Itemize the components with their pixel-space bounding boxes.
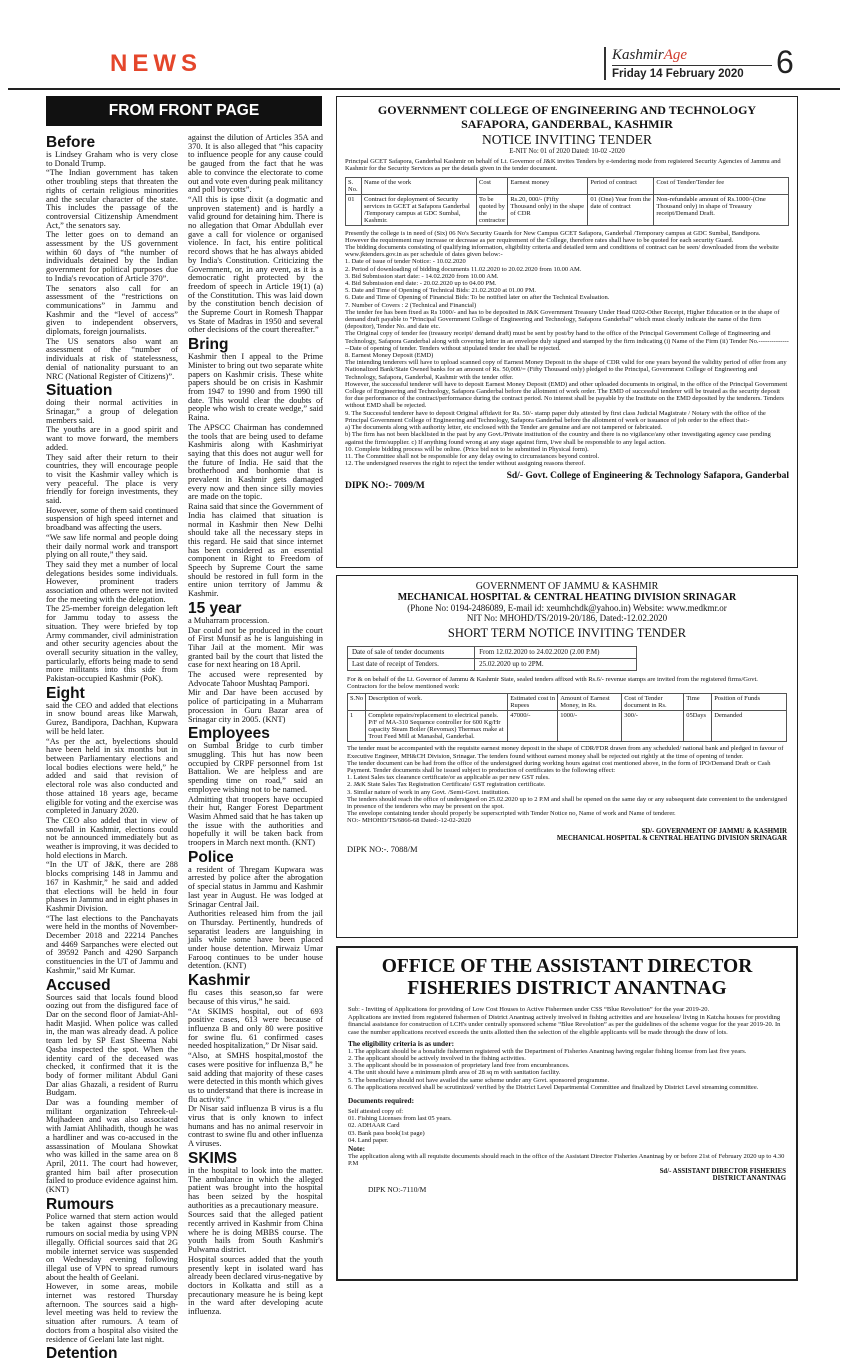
table-cell: Non-refundable amount of Rs.1000/-(One Thousand only) in shape of Treasury receipt/Demand Draft. xyxy=(654,194,789,225)
page-header xyxy=(0,0,848,88)
ad3-subject: Sub: - Inviting of Applications for providing of Low Cost Houses to Active Fishermen under CSS “Blue Revolution” for the year 2019-20. xyxy=(348,1006,710,1013)
story-headline: 15 year xyxy=(188,599,242,617)
story-paragraph: The US senators also want an assessment of the “number of individuals at risk of statelessness, denial of nationality pursuant to an NRC (National Register of Citizens)”. xyxy=(46,336,178,381)
table-cell: Date of sale of tender documents xyxy=(348,647,475,659)
story-headline: Rumours xyxy=(46,1195,115,1213)
text-line: The intending tenderers will have to upload scanned copy of Earnest Money Deposit in the shape of CDR valid for one years beyond the validity period of offer from any Nationalized Bank/State Owned banks for an amount of Rs. 50,000/= (Fifty Thousand only) pledged to the Principal, Government College of Engineering and Technology, Safapora, Ganderbal, Kashmir with the tender offer. xyxy=(345,359,787,381)
story-paragraph: Dar was a founding member of militant organization Tehreek-ul-Mujhadeen and was also associated with Jamiat Ahlihadith, though he was a hardliner and was co-accused in the assassination of Moulana Showkat who was killed in the same area on 8 April, 2011. The court had however, granted him bail after prosecution failed to produce evidence against him. (KNT) xyxy=(46,1098,178,1195)
ad3-documents-heading: Documents required: xyxy=(348,1096,415,1106)
table-cell: Demanded xyxy=(712,711,787,742)
table-cell: Estimated cost in Rupees xyxy=(508,694,558,711)
text-line: 3. Similar nature of work in any Govt. /Semi-Govt. institution. xyxy=(347,788,510,796)
table-cell: 01 xyxy=(346,194,362,225)
story-paragraph: The accused were represented by Advocate Tahoor Mushtaq Pampori. xyxy=(188,670,323,688)
table-cell: To be quoted by the contractor xyxy=(477,194,508,225)
text-line: The bidding documents consisting of qualifying information, eligibility criteria and detailed term and conditions of contract can be seen/ downloaded from the website www.jktenders.gov.in as per schedule of dates given below:- xyxy=(345,244,779,259)
text-line: 5. Date and Time of Opening of Technical Bids: 21.02.2020 at 01.00 PM. xyxy=(345,287,536,295)
table-cell: 05Days xyxy=(684,711,712,742)
ad2-intro: For & on behalf of the Lt. Governor of Jammu & Kashmir State, sealed tenders affixed with Rs.6/- revenue stamps are invited from the registered firms/Govt. Contractors for the below mentioned work: xyxy=(347,676,758,691)
story-paragraph: Dr Nisar said influenza B virus is a flu virus that is only known to infect humans and has no animal reservoir in contrast to swine flu and other influenza A viruses. xyxy=(188,1104,323,1149)
story-paragraph: The senators also call for an assessment of the “restrictions on communications” in Jammu and Kashmir and the “level of access” given to independent observers, diplomats, foreign journalists. xyxy=(46,283,178,337)
table-cell: Cost of Tender/Tender fee xyxy=(654,177,789,194)
text-line: 12. The undersigned reserves the right to reject the tender without assigning reasons thereof. xyxy=(345,460,586,468)
from-front-page-banner: FROM FRONT PAGE xyxy=(46,96,322,126)
table-cell: 300/- xyxy=(622,711,684,742)
text-line: 7. Number of Covers : 2 (Technical and Financial) xyxy=(345,301,477,309)
story-paragraph: The APSCC Chairman has condemned the tools that are being used to defame Kashmiris along with Kashmiriyat saying that this does not augur well for the future of India. He said that the brotherhood and bonhomie that is prevalent in Kashmir gets damaged every now and then since silly movies are made on the topic. xyxy=(188,422,323,502)
ad1-intro: Principal GCET Safapora, Ganderbal Kashmir on behalf of Lt. Governor of J&K invites Tenders by e-tendering mode from registered Security Agencies of Jammu and Kashmir for the Security Services as per the details given in the tender document. xyxy=(345,158,781,173)
ad2-contact: (Phone No: 0194-2486089, E-mail id: xeumhchdk@yahoo.in) Website: www.medkmr.or xyxy=(407,603,727,613)
ad3-subtitle: FISHERIES DISTRICT ANANTNAG xyxy=(407,978,727,999)
story-paragraph: a Muharram procession. xyxy=(188,615,270,625)
text-line: The tender must be accompanied with the requisite earnest money deposit in the shape of CDR/FDR drawn from any scheduled/ national bank and pledged in favour of Executive Engineer, MH&CH Division, Srinagar. The tenders found without earnest money shall be rejected out rightly at the time of opening of tender. xyxy=(347,745,784,760)
ad3-eligibility-heading: The eligibility criteria is as under: xyxy=(348,1038,454,1048)
masthead xyxy=(604,47,772,80)
story-paragraph: The CEO also added that in view of snowfall in Kashmir, elections could not be announced immediately but as weather is improving, it was decided to hold elections in March. xyxy=(46,815,178,860)
story-paragraph: flu cases this season,so far were because of this virus,” he said. xyxy=(188,988,323,1006)
table-cell: 1000/- xyxy=(558,711,622,742)
table-cell: 01 (One) Year from the date of contract xyxy=(588,194,654,225)
story-headline: Situation xyxy=(46,382,113,400)
text-line: 2. The applicant should be actively involved in the fishing activities. xyxy=(348,1055,526,1063)
text-line: a) The documents along with authority letter, etc enclosed with the Tender are genuine and are not tampered or fabricated. xyxy=(345,424,663,432)
ad1-dipk: DIPK NO:- 7009/M xyxy=(345,481,425,492)
story-paragraph: “All this is ipse dixit (a dogmatic and unproven statement) and is hardly a valid ground for detaining him. There is no allegation that Omar Abdullah ever gave a call for violence or organised violence. In fact, his entire political record shows that he has always abided by India's Constitution. Criticizing the Government, or, in any event, as it is a democratic right protected by the freedom of speech in Article 19(1) (a) of the Constitution. This was laid down by the constitution bench decision of the Supreme Court in Romesh Thappar vs State of Madras in 1950 and several other decisions of the court thereafter.” xyxy=(188,194,323,335)
ad2-sign-1: SD/- GOVERNMENT OF JAMMU & KASHMIR xyxy=(641,827,787,835)
text-line: 3. Bid Submission start date: - 14.02.2020 from 10.00 AM. xyxy=(345,272,499,280)
story-paragraph: “As per the act, byelections should have been held in six months but in between Parliamentary elections and local bodies elections were held,” he added and said that revision of electoral role was also conducted and those attained 18 years age, became eligible for voting and the exercise was completed in January 2020. xyxy=(46,736,178,816)
table-cell: S.No xyxy=(348,694,366,711)
story-paragraph: Mir and Dar have been accused by police of participating in a Muharram procession in Guru Bazar area of Srinagar city in 2005. (KNT) xyxy=(188,688,323,724)
ad3-dipk: DIPK NO:-7110/M xyxy=(368,1185,427,1195)
story-headline: Before xyxy=(46,134,96,151)
text-line: b) The firm has not been blacklisted in the past by any Govt./Private institution of the country and there is no vigilance/any other investigating agency case pending against the firm/supplier. c) If anything found wrong at any stage against firm, I/we shall be responsible to any legal action. xyxy=(345,431,771,446)
story-paragraph: Raina said that since the Government of India has claimed that situation is normal in Kashmir then New Delhi should take all the necessary steps in this regard. He said that since internet has been considered as an essential component in Right to Freedom of Speech by Supreme Court the same should be restored in full form in the entire union territory of Jammu & Kashmir. xyxy=(188,502,323,599)
story-paragraph: “At SKIMS hospital, out of 693 positive cases, 613 were because of influenza B and only 80 were positive for swine flu. 61 confirmed cases needed hospitalization,” Dr Nisar said. xyxy=(188,1006,323,1051)
text-line: However the requirement may increase or decrease as per requirement of the College, therefore rates shall have to be quoted for each security Guard. xyxy=(345,236,734,244)
table-cell: Earnest money xyxy=(508,177,588,194)
table-cell: Contract for deployment of Security services in GCET at Safapora Ganderbal /Temporary campus at GDC Sumbal, Kashmir. xyxy=(362,194,477,225)
story-paragraph: Hospital sources added that the youth presently kept in isolated ward has already been declared virus-negative by doctors in Kolkatta and still as a precautionary measure he is being kept in the ward after developing acute influenza. xyxy=(188,1254,323,1317)
ad1-enit: E-NIT No: 01 of 2020 Dated: 10-02 -2020 xyxy=(509,148,625,155)
text-line: The envelope containing tender should properly be superscripted with Tender Notice no, Name of work and Name of tenderer. xyxy=(347,810,676,818)
story-paragraph: Authorities released him from the jail on Thursday. Pertinently, hundreds of separatist leaders are languishing in jails while some have been placed under house detention. Mirwaiz Umar Farooq continues to be under house detention. (KNT) xyxy=(188,909,323,971)
text-line: However, the successful tenderer will have to deposit Earnest Money Deposit (EMD) and other uploaded documents in original, in the office of the Principal Government College of Engineering and Technology, Safapora Ganderbal before the allotment of work order. The EMD of successful tenderer will be treated as the security deposit for due performance of the contract/performance during the contract period. No interest shall be payable by the Institute on the EMD deposited by the tenderers. Tenders without EMD shall be rejected. xyxy=(345,380,788,410)
story-paragraph: “Also, at SMHS hospital,mostof the cases were positive for influenza B,” he said adding that majority of these cases were detected in this month which gives us to understand that there is increase in flu activity.” xyxy=(188,1051,323,1104)
story-headline: Eight xyxy=(46,684,85,702)
header-rule xyxy=(8,88,840,90)
story-paragraph: Admitting that troopers have occupied their hut, Ranger Forest Department Wasim Ahmed said that he has taken up the issue with the authorities and hopefully it will be taken back from troopers in March next month. (KNT) xyxy=(188,794,323,848)
text-line: 4. Bid Submission end date: - 20.02.2020 up to 04.00 PM. xyxy=(345,280,497,288)
ad3-note-heading: Note: xyxy=(348,1144,366,1154)
ad3-note: The application along with all requisite documents should reach in the office of the Assistant Director Fisheries Anantnag by or before 21st of February 2020 up to 4.30 P.M xyxy=(348,1153,785,1168)
story-paragraph: against the dilution of Articles 35A and 370. It is also alleged that “his capacity to influence people for any cause could be gauged from the fact that he was able to convince the electorate to come out and vote even during peak militancy and poll boycotts”. xyxy=(188,133,323,195)
table-cell: Last date of receipt of Tenders. xyxy=(348,659,475,671)
table-cell: Time xyxy=(684,694,712,711)
story-paragraph: a resident of Thregam Kupwara was arrested by police after the abrogation of special status in Jammu and Kashmir last year in August. He was lodged at Srinagar Central Jail. xyxy=(188,864,323,909)
text-line: NO:- MHOHD/TS/6866-68 Dated:-12-02-2020 xyxy=(347,817,471,825)
text-line: The tender document can be had from the office of the undersigned during working hours against cost mentioned above, in the form of IPO/Demand Draft or Cash Payment. Tender documents shall be issued subject to production of certificates to the following effect: xyxy=(347,759,771,775)
story-paragraph: They said after their return to their countries, they will encourage people to visit the Kashmir valley which is very peaceful. The place is very friendly for foreign investments, they said. xyxy=(46,452,178,506)
ad3-title: OFFICE OF THE ASSISTANT DIRECTOR xyxy=(381,956,753,977)
table-cell: Position of Funds xyxy=(712,694,787,711)
text-line: 03. Bank pass book(1st page) xyxy=(348,1129,425,1137)
mhchd-tender-notice xyxy=(336,575,798,938)
text-line: Presently the college is in need of (Six) 06 No's Security Guards for New Campus GCET Safapora, Ganderbal /Temporary campus at GDC Sumbal, Bandipora. xyxy=(345,229,761,237)
story-headline: Detention xyxy=(46,1345,118,1362)
story-paragraph: is Lindsey Graham who is very close to Donald Trump. xyxy=(46,150,178,168)
story-headline: Employees xyxy=(188,725,270,743)
story-paragraph: doing their normal activities in Srinagar,” a group of delegation members said. xyxy=(46,398,178,425)
text-line: 3. The applicant should be in possession of proprietary land free from encumbrances. xyxy=(348,1062,570,1070)
table-cell: S. No. xyxy=(346,177,362,194)
table-cell: From 12.02.2020 to 24.02.2020 (2.00 P.M) xyxy=(475,647,637,659)
table-cell: Rs.20, 000/- (Fifty Thousand only) in the shape of CDR xyxy=(508,194,588,225)
gcet-tender-notice xyxy=(336,96,798,568)
story-headline: SKIMS xyxy=(188,1149,238,1167)
ad2-table xyxy=(347,693,787,742)
table-cell: Cost of Tender document in Rs. xyxy=(622,694,684,711)
ad3-documents-list xyxy=(348,1115,786,1144)
section-title: NEWS xyxy=(110,50,202,77)
ad1-heading: NOTICE INVITING TENDER xyxy=(482,132,652,147)
text-line: 6. Date and Time of Opening of Financial Bids: To be notified later on after the Technical Evaluation. xyxy=(345,294,610,302)
text-line: 6. The applications received shall be scrutinized/ verified by the District Level Departmental Committee and finalized by District Level streaming committee. xyxy=(348,1083,759,1091)
text-line: 01. Fishing Licenses from last 05 years. xyxy=(348,1115,452,1123)
story-paragraph: “The Indian government has taken other troubling steps that threaten the rights of certain religious minorities and the secular character of the state. This includes the passage of the controversial Citizenship Amendment Act,” the senators say. xyxy=(46,168,178,230)
story-paragraph: The youths are in a good spirit and want to move forward, the members added. xyxy=(46,425,178,452)
story-paragraph: said the CEO and added that elections in snow bound areas like Marwah, Gurez, Bandipora, Dachhan, Kupwara will be held later. xyxy=(46,700,178,736)
table-cell: Complete repairs/replacement to electrical panels. P/F of MA-310 Sequence controller for 600 Kg/Hr capacity Steam Boiler (Revomax) Thermax make at Trout Feed Mill at Manasbal, Ganderbal. xyxy=(366,711,508,742)
table-cell: Amount of Earnest Money, in Rs. xyxy=(558,694,622,711)
ad1-title: GOVERNMENT COLLEGE OF ENGINEERING AND TECHNOLOGY xyxy=(377,103,757,117)
fisheries-notice xyxy=(336,946,798,1281)
ad2-body xyxy=(347,745,787,824)
story-paragraph: The letter goes on to demand an assessment by the US government within 60 days of “the number of individuals detained by the Indian government for political purposes due to India's revocation of Article 370”. xyxy=(46,230,178,283)
text-line: 1. The applicant should be a bonafide fishermen registered with the Department of Fisheries Anantnag having regular fishing license from last five years. xyxy=(348,1047,747,1055)
ad2-dipk: DIPK NO:-. 7088/M xyxy=(347,843,418,854)
text-line: 5. The beneficiary should not have availed the same scheme under any Govt. sponsored programme. xyxy=(348,1076,610,1084)
story-paragraph: Kashmir then I appeal to the Prime Minister to bring out two separate white papers on Kashmir crisis. These white papers should be on crisis in Kashmir from 1947 to 1990 and from 1990 till date. This would clear the doubts of people who wish to create wedge,” said Raina. xyxy=(188,352,323,423)
table-cell: Name of the work xyxy=(362,177,477,194)
text-line: 2. Period of downloading of bidding documents 11.02.2020 to 20.02.2020 from 10.00 AM. xyxy=(345,265,582,273)
text-line: 11. The Committee shall not be responsible for any delay owing to circumstances beyond control. xyxy=(345,452,600,460)
ad3-sign-2: DISTRICT ANANTNAG xyxy=(712,1175,786,1183)
story-paragraph: However, some of them said continued suspension of high speed internet and broadband was affecting the users. xyxy=(46,505,178,533)
text-line: 8. Earnest Money Deposit (EMD) xyxy=(345,352,434,360)
text-line: 4. The unit should have a minimum plinth area of 28 sq m with sanitation facility. xyxy=(348,1069,561,1077)
text-line: The tenders should reach the office of undersigned on 25.02.2020 up to 2 P.M and shall be opened on the same day or any subsequent date convenient to the undersigned in presence of the tenderers who may be present on the spot. xyxy=(347,795,787,811)
ad1-table xyxy=(345,177,789,226)
story-headline: Bring xyxy=(188,336,229,354)
news-column-1 xyxy=(46,134,178,1362)
story-paragraph: They said they met a number of local delegations besides some individuals. However, prominent traders association and others were not invited for the meeting with the delegation. xyxy=(46,559,178,604)
text-line: The tender fee has been fixed as Rs 1000/- and has to be deposited in J&K Government Treasury Under Head 0202-Other Receipt, Higher Education or in the shape of demand draft payable to “Principal Government College of Engineering and Technology, Safapora Ganderbal” which must clearly indicate the name of the firm (depositor), Tender No. and date etc. xyxy=(345,308,780,331)
table-cell: Period of contract xyxy=(588,177,654,194)
ad1-body xyxy=(345,230,789,468)
ad3-body: Applications are invited from registered fishermen of District Anantnag actively involved in fishing activities and are houseless/ living in Katcha houses for providing financial assistance for construction of LCH's under centrally sponsored scheme “Blue Revolution” as per the guidelines of the scheme vogue for the year 2019-20. In case the number applications received exceeds the units allotted then the selection of the eligible applicants will be made through the draw of lots. xyxy=(348,1014,781,1036)
table-cell: 1 xyxy=(348,711,366,742)
table-cell: 47000/- xyxy=(508,711,558,742)
text-line: 1. Latest Sales tax clearance certificate/or as applicable as per new GST rules. xyxy=(347,774,550,782)
text-line: The Original copy of tender fee (treasury receipt/ demand draft) must be sent by post/by hand to the office of the Principal Government College of Engineering and Technology, Safapora Ganderbal along with covering letter in an envelope duly signed and stamped by the firm indicating (i) Name of the Firm (ii) Tender No.----------------Date of opening of tender. Tenders without stipulated tender fee shall be rejected. xyxy=(345,330,789,352)
text-line: 2. J&K State Sales Tax Registration Certificate/ GST registration certificate. xyxy=(347,781,546,789)
news-column-2 xyxy=(188,133,323,1317)
table-cell: 25.02.2020 up to 2PM. xyxy=(475,659,637,671)
story-paragraph: on Sumbal Bridge to curb timber smuggling. This hut has now been occupied by CRPF personnel from 1st Battalion. We are helpless and are spending time on road,” said an employee wishing not to be named. xyxy=(188,741,323,794)
ad2-heading: SHORT TERM NOTICE INVITING TENDER xyxy=(447,626,687,640)
issue-date: Friday 14 February 2020 xyxy=(612,65,772,80)
brand-logo: KashmirAge xyxy=(612,47,688,63)
ad3-sign-1: Sd/- ASSISTANT DIRECTOR FISHERIES xyxy=(659,1168,786,1176)
ad2-nit: NIT No: MHOHD/TS/2019-20/186, Dated:-12.02.2020 xyxy=(466,613,668,623)
story-headline: Accused xyxy=(46,976,111,994)
table-cell: Cost xyxy=(477,177,508,194)
text-line: 10. Complete bidding process will be online. (Price bid not to be submitted in Physical form). xyxy=(345,445,589,453)
story-paragraph: Dar could not be produced in the court of First Munsif as he is languishing in Tihar Jail at the moment. Mir was granted bail by the court that listed the case for next hearing on 18 April. xyxy=(188,625,323,670)
table-cell: Description of work. xyxy=(366,694,508,711)
story-paragraph: “The last elections to the Panchayats were held in the months of November-December 2018 and 22214 Panches and 4469 Sarpanches were elected out of 39592 Panch and 4290 Sarpanch constituencies in the UT of Jammu and Kashmir,” said Mr Kumar. xyxy=(46,913,178,975)
story-paragraph: “In the UT of J&K, there are 288 blocks comprising 148 in Jammu and 167 in Kashmir,” he said and added that elections will be held in four phases in Jammu and in eight phases in Kashmir Division. xyxy=(46,860,178,913)
ad2-sign-2: MECHANICAL HOSPITAL & CENTRAL HEATING DIVISION SRINAGAR xyxy=(556,834,787,842)
ad1-signature: Sd/- Govt. College of Engineering & Technology Safapora, Ganderbal xyxy=(506,471,789,482)
text-line: 9. The Successful tenderer have to deposit Original affidavit for Rs. 50/- stamp paper duly attested by first class Judicial Magistrate / Notary with the office of the Principal Government College of Engineering and Technology, Safapora Ganderbal before the allotment of work or issuance of job order to the effect that:- xyxy=(345,409,766,424)
text-line: 1. Date of issue of tender Notice: - 10.02.2020 xyxy=(345,258,466,266)
text-line: 04. Land paper. xyxy=(348,1136,389,1144)
story-paragraph: The 25-member foreign delegation left for Jammu today to assess the situation. They were briefed by top Army commander, civil administration and other security agencies about the overall security situation in the valley, particularly, efforts being made to send more militants into this side from Pakistan-occupied Kashmir (PoK). xyxy=(46,604,178,684)
ad3-documents-sub: Self attested copy of: xyxy=(348,1108,404,1116)
ad1-subtitle: SAFAPORA, GANDERBAL, KASHMIR xyxy=(461,117,673,131)
story-paragraph: However, in some areas, mobile internet was restored Thursday afternoon. The sources said a high-level meeting was held to review the situation after rumours. A team of doctors from a hospital also visited the residence of Geelani late last night. xyxy=(46,1282,178,1344)
page-number: 6 xyxy=(776,44,794,80)
text-line: 02. ADHAAR Card xyxy=(348,1122,400,1130)
ad2-dates-table xyxy=(347,646,637,671)
story-paragraph: Police warned that stern action would be taken against those spreading rumours on social media by using VPN illegally. Official sources said that 2G mobile internet service was suspended on Wednesday evening following illegal use of VPN to spread rumours about the health of Geelani. xyxy=(46,1211,178,1282)
story-paragraph: “We saw life normal and people doing their daily normal work and transport plying on all route,” they said. xyxy=(46,532,178,560)
story-headline: Kashmir xyxy=(188,972,251,990)
story-headline: Police xyxy=(188,848,234,866)
story-paragraph: Sources said that locals found blood oozing out from the disfigured face of Dar on the second floor of Jamiat-Ahl-hadit Masjid. When police was called in, the man was already dead. A police team led by SP East Sheema Nabi Qasba inspected the spot. When the identity card of the deceased was checked, it confirmed that it is the body of former militant Abdul Gani Dar alias Ghazali, a resident of Rurru Budgam. xyxy=(46,992,178,1098)
ad2-title: MECHANICAL HOSPITAL & CENTRAL HEATING DIVISION SRINAGAR xyxy=(397,592,737,603)
ad3-eligibility-list xyxy=(348,1048,786,1091)
story-paragraph: in the hospital to look into the matter. The ambulance in which the alleged patient was brought into the hospital has been seized by the hospital authorities as a precautionary measure. xyxy=(188,1165,323,1210)
ad2-govt: GOVERNMENT OF JAMMU & KASHMIR xyxy=(475,581,659,592)
story-paragraph: Sources said that the alleged patient recently arrived in Kashmir from China where he is doing MBBS course. The youth hails from South Kashmir's Pulwama district. xyxy=(188,1210,323,1255)
